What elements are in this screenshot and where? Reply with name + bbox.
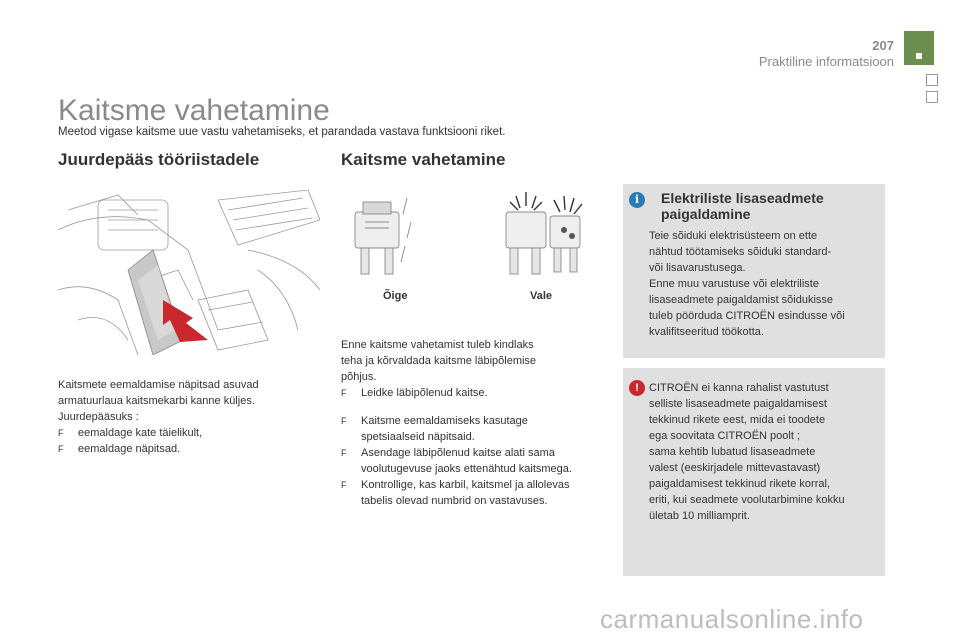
list-item — [341, 413, 611, 429]
list-item-text: Kaitsme eemaldamiseks kasutage — [361, 415, 528, 427]
section-title: Praktiline informatsioon — [758, 54, 894, 69]
chapter-tab-box — [926, 74, 938, 86]
text-line: tuleb pöörduda CITROËN esindusse või — [649, 310, 845, 322]
dashboard-fusebox-illustration — [58, 190, 320, 355]
text-line: ega soovitata CITROËN poolt ; — [649, 430, 801, 442]
text-line: Kaitsmete eemaldamise näpitsad asuvad — [58, 379, 259, 391]
list-item-text: eemaldage kate täielikult, — [78, 427, 203, 439]
list-item-text: voolutugevuse jaoks ettenähtud kaitsmega. — [361, 463, 572, 475]
list-item — [58, 441, 320, 457]
text-line: selliste lisaseadmete paigaldamisest — [649, 398, 827, 410]
info-box-text — [649, 228, 879, 340]
info-box-accessories — [623, 184, 885, 358]
text-line: armatuurlaua kaitsmekarbi kanne küljes. — [58, 395, 255, 407]
list-item-text: Leidke läbipõlenud kaitse. — [361, 387, 488, 399]
page-subtitle: Meetod vigase kaitsme uue vastu vahetamiseks, et parandada vastava funktsiooni riket. — [58, 126, 506, 138]
list-item-text: Asendage läbipõlenud kaitse alati sama — [361, 447, 555, 459]
bullet-icon: F — [341, 416, 347, 426]
info-box-title — [661, 190, 877, 222]
list-item-text: tabelis olevad numbrid on vastavuses. — [361, 495, 548, 507]
text-line: nähtud töötamiseks sõiduki standard- — [649, 246, 832, 258]
caption-wrong: Vale — [530, 290, 553, 302]
list-item — [341, 385, 611, 401]
warning-box-liability — [623, 368, 885, 576]
text-line: valest (eeskirjadele mittevastavast) — [649, 462, 821, 474]
list-item-cont — [341, 429, 611, 445]
fuse-blown-illustration — [488, 192, 588, 282]
text-line: paigaldamisest tekkinud rikete korral, — [649, 478, 830, 490]
list-item-cont — [341, 493, 611, 509]
list-item — [58, 425, 320, 441]
text-line: eriti, kui seadmete voolutarbimine kokku — [649, 494, 845, 506]
tab-marker-icon — [916, 53, 922, 59]
list-item — [341, 477, 611, 493]
heading-tool-access: Juurdepääs tööriistadele — [58, 150, 260, 169]
text-line: Enne muu varustuse või elektriliste — [649, 278, 819, 290]
page-title: Kaitsme vahetamine — [58, 94, 330, 127]
page-number: 207 — [872, 38, 894, 53]
bullet-icon: F — [341, 448, 347, 458]
warning-icon: ! — [629, 380, 645, 396]
text-line: lisaseadmete paigaldamist sõidukisse — [649, 294, 834, 306]
text-line: või lisavarustusega. — [649, 262, 746, 274]
text-line: Enne kaitsme vahetamist tuleb kindlaks — [341, 339, 534, 351]
text-line: sama kehtib lubatud lisaseadmete — [649, 446, 816, 458]
bullet-icon: F — [58, 428, 64, 438]
heading-fuse-replacement: Kaitsme vahetamine — [341, 150, 506, 169]
title-line: paigaldamine — [661, 206, 751, 222]
list-item — [341, 445, 611, 461]
text-line: CITROËN ei kanna rahalist vastutust — [649, 382, 829, 394]
text-line: tekkinud rikete eest, mida ei toodete — [649, 414, 826, 426]
list-item-cont — [341, 461, 611, 477]
chapter-tab-box — [926, 91, 938, 103]
fuse-good-illustration — [345, 192, 425, 282]
text-line: Teie sõiduki elektrisüsteem on ette — [649, 230, 818, 242]
warning-box-text — [649, 380, 879, 524]
caption-correct: Õige — [383, 290, 408, 302]
list-item-text: Kontrollige, kas karbil, kaitsmel ja allolevas — [361, 479, 570, 491]
bullet-icon: F — [341, 480, 347, 490]
list-item-text: spetsiaalseid näpitsaid. — [361, 431, 475, 443]
title-line: Elektriliste lisaseadmete — [661, 190, 824, 206]
list-item-text: eemaldage näpitsad. — [78, 443, 181, 455]
text-line: põhjus. — [341, 371, 377, 383]
info-icon: i — [629, 192, 645, 208]
fuse-replacement-text — [341, 337, 611, 509]
bullet-icon: F — [58, 444, 64, 454]
text-line: Juurdepääsuks : — [58, 411, 139, 423]
tool-access-text — [58, 377, 320, 457]
chapter-tab-active — [904, 31, 934, 65]
bullet-icon: F — [341, 388, 347, 398]
text-line: ületab 10 milliamprit. — [649, 510, 750, 522]
watermark: carmanualsonline.info — [600, 604, 864, 634]
text-line: kvalifitseeritud töökotta. — [649, 326, 764, 338]
text-line: teha ja kõrvaldada kaitsme läbipõlemise — [341, 355, 537, 367]
